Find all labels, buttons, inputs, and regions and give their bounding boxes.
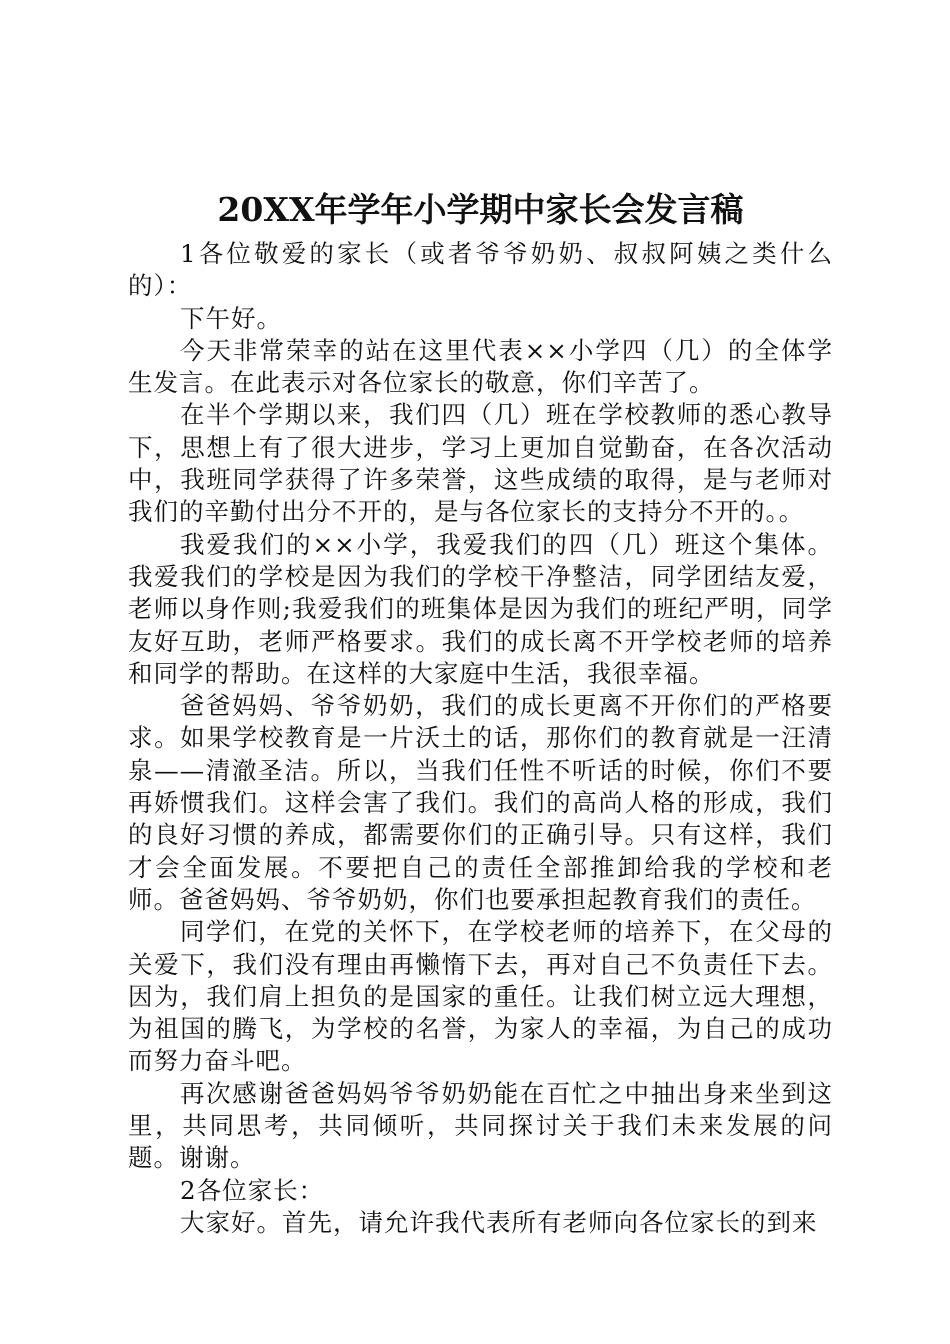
paragraph-welcome: 大家好。首先，请允许我代表所有老师向各位家长的到来 — [180, 1207, 818, 1237]
paragraph-love-school: 我爱我们的××小学，我爱我们的四（几）班这个集体。我爱我们的学校是因为我们的学校干净整洁，同学团结友爱，老师以身作则;我爱我们的班集体是因为我们的班纪严明，同学友好互助，老师严格要求。我们的成长离不开学校老师的培养和同学的帮助。在这样的大家庭中生活，我很幸福。 — [128, 529, 833, 688]
paragraph-honor: 今天非常荣幸的站在这里代表××小学四（几）的全体学生发言。在此表示对各位家长的敬意，你们辛苦了。 — [128, 335, 833, 398]
paragraph-second-greeting: 2各位家长： — [180, 1175, 325, 1205]
paragraph-greeting: 1各位敬爱的家长（或者爷爷奶奶、叔叔阿姨之类什么的）： — [128, 239, 833, 301]
document-page — [128, 186, 833, 1239]
paragraph-good-afternoon: 下午好。 — [180, 303, 282, 333]
paragraph-thanks: 再次感谢爸爸妈妈爷爷奶奶能在百忙之中抽出身来坐到这里，共同思考，共同倾听，共同探讨关于我们未来发展的问题。谢谢。 — [128, 1078, 833, 1173]
paragraph-progress: 在半个学期以来，我们四（几）班在学校教师的悉心教导下，思想上有了很大进步，学习上更加自觉勤奋，在各次活动中，我班同学获得了许多荣誉，这些成绩的取得，是与老师对我们的辛勤付出分不开的，是与各位家长的支持分不开的。。 — [128, 400, 833, 527]
paragraph-classmates: 同学们，在党的关怀下，在学校老师的培养下，在父母的关爱下，我们没有理由再懒惰下去，再对自己不负责任下去。因为，我们肩上担负的是国家的重任。让我们树立远大理想，为祖国的腾飞，为学校的名誉，为家人的幸福，为自己的成功而努力奋斗吧。 — [128, 917, 833, 1076]
document-title: 20XX年学年小学期中家长会发言稿 — [217, 190, 744, 229]
paragraph-parents: 爸爸妈妈、爷爷奶奶，我们的成长更离不开你们的严格要求。如果学校教育是一片沃土的话，那你们的教育就是一汪清泉——清澈圣洁。所以，当我们任性不听话的时候，你们不要再娇惯我们。这样会害了我们。我们的高尚人格的形成，我们的良好习惯的养成，都需要你们的正确引导。只有这样，我们才会全面发展。不要把自己的责任全部推卸给我的学校和老师。爸爸妈妈、爷爷奶奶，你们也要承担起教育我们的责任。 — [128, 691, 833, 914]
